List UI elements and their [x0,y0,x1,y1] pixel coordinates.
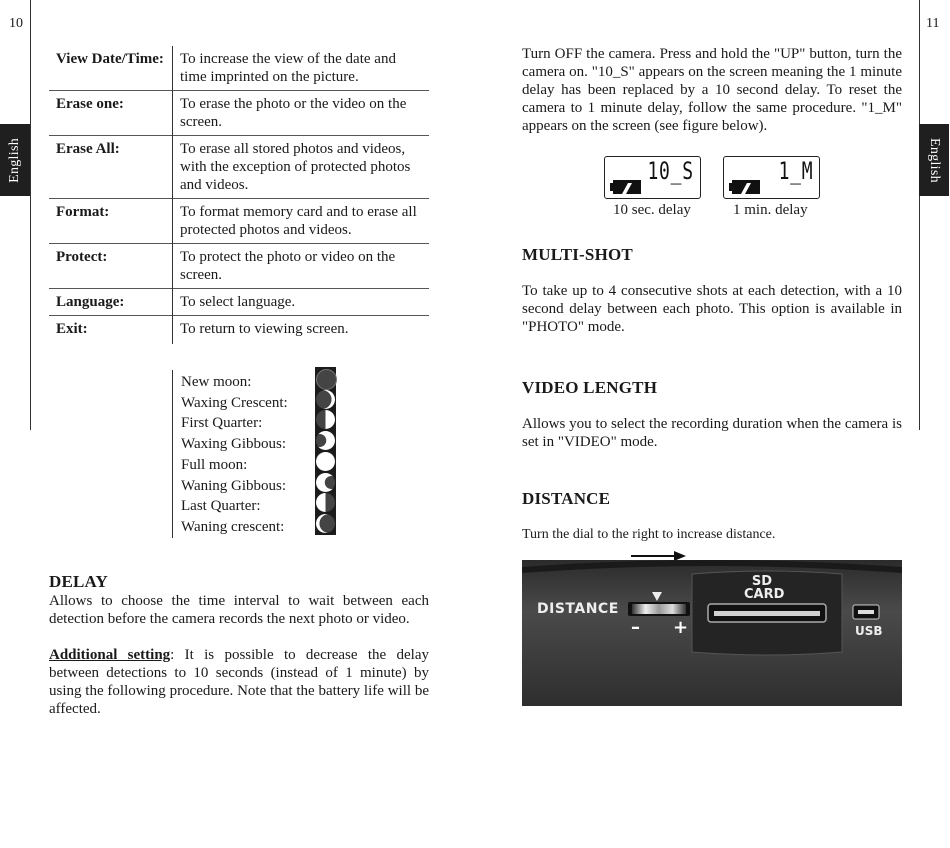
moon-phase-label: Waning crescent: [181,518,285,535]
left-margin-rule [30,0,31,430]
moon-phase-label: Waning Gibbous: [181,477,287,494]
moon-phase-icon [316,473,335,492]
distance-text: Turn the dial to the right to increase distance. [522,527,776,542]
settings-option-name: Erase All: [56,141,120,157]
page-number-right: 11 [926,16,940,31]
video-length-heading: VIDEO LENGTH [522,378,658,397]
settings-table [49,46,429,344]
panel-plus-label: + [673,617,689,638]
moon-phase-label: Waxing Crescent: [181,394,288,411]
settings-option-name: Language: [56,294,125,310]
settings-option-description: To erase the photo or the video on the screen. [173,91,430,136]
additional-setting-label: Additional setting [49,647,171,663]
moon-phase-icon [316,431,335,450]
right-margin-rule [919,0,920,430]
moon-phase-label: New moon: [181,374,252,390]
delay-procedure: Turn OFF the camera. Press and hold the "UP" button, turn the camera on. "10_S" appears on the screen meaning the 1 minute delay has been replaced by a 10 second delay. To reset the camera to 1 minute delay, follow the same procedure. "1_M" appears on the screen (see figure below). [522,46,902,134]
additional-setting-text: : It is possible to decrease the delay between detections to 10 seconds (instead of 1 minute) by using the following procedure. Note that the battery life will be affected. [49,647,429,717]
language-tab-left: English [0,124,30,196]
settings-table-row [49,46,429,91]
lcd-display-10s [604,156,701,199]
panel-sd-label: SD CARD [744,574,785,602]
panel-usb-label: USB [855,624,883,638]
language-tab-right: English [919,124,949,196]
camera-bottom-panel [522,560,902,706]
delay-additional-setting [49,646,429,718]
panel-distance-label: DISTANCE [537,601,619,617]
moon-phase-icon [316,514,335,533]
settings-table-row [49,289,429,316]
settings-option-description: To format memory card and to erase all protected photos and videos. [173,199,430,244]
delay-heading: DELAY [49,572,108,591]
settings-option-name: View Date/Time: [56,51,164,67]
moon-phase-icon [316,493,335,512]
settings-option-description: To select language. [173,289,430,316]
delay-description: Allows to choose the time interval to wait between each detection before the camera records the next photo or video. [49,593,429,627]
moon-phase-icons [315,367,336,535]
panel-minus-label: – [631,617,640,638]
video-length-text: Allows you to select the recording duration when the camera is set in "VIDEO" mode. [522,416,902,450]
moon-phase-label: Full moon: [181,456,248,473]
distance-heading: DISTANCE [522,489,611,508]
settings-option-name: Exit: [56,321,88,337]
settings-table-row [49,136,429,199]
lcd-text-1m: 1_M [778,157,813,185]
settings-table-row [49,199,429,244]
multi-shot-text: To take up to 4 consecutive shots at each detection, with a 10 second delay between each photo. This option is available in "PHOTO" mode. [522,283,902,335]
page-number-left: 10 [9,16,23,31]
lcd-caption-10s: 10 sec. delay [613,202,691,218]
settings-option-description: To protect the photo or video on the screen. [173,244,430,289]
battery-icon [729,179,761,195]
moon-phase-icon [316,452,335,471]
settings-option-description: To erase all stored photos and videos, with the exception of protected photos and videos. [173,136,430,199]
settings-table-row [49,91,429,136]
moon-phase-label: First Quarter: [181,415,263,432]
lcd-text-10s: 10_S [647,157,694,185]
moon-phase-icon [316,369,337,390]
moon-phase-icon [316,410,335,429]
settings-table-row [49,316,429,345]
settings-option-description: To increase the view of the date and time imprinted on the picture. [173,46,430,91]
moon-phase-label: Waxing Gibbous: [181,436,287,453]
settings-option-description: To return to viewing screen. [173,316,430,345]
moon-phase-label: Last Quarter: [181,498,261,515]
battery-icon [610,179,642,195]
settings-option-name: Erase one: [56,96,124,112]
settings-option-name: Protect: [56,249,108,265]
moon-phase-icon [316,390,335,409]
lcd-display-1m [723,156,820,199]
multi-shot-heading: MULTI-SHOT [522,245,633,264]
lcd-caption-1m: 1 min. delay [733,202,808,218]
settings-option-name: Format: [56,204,110,220]
settings-table-row [49,244,429,289]
